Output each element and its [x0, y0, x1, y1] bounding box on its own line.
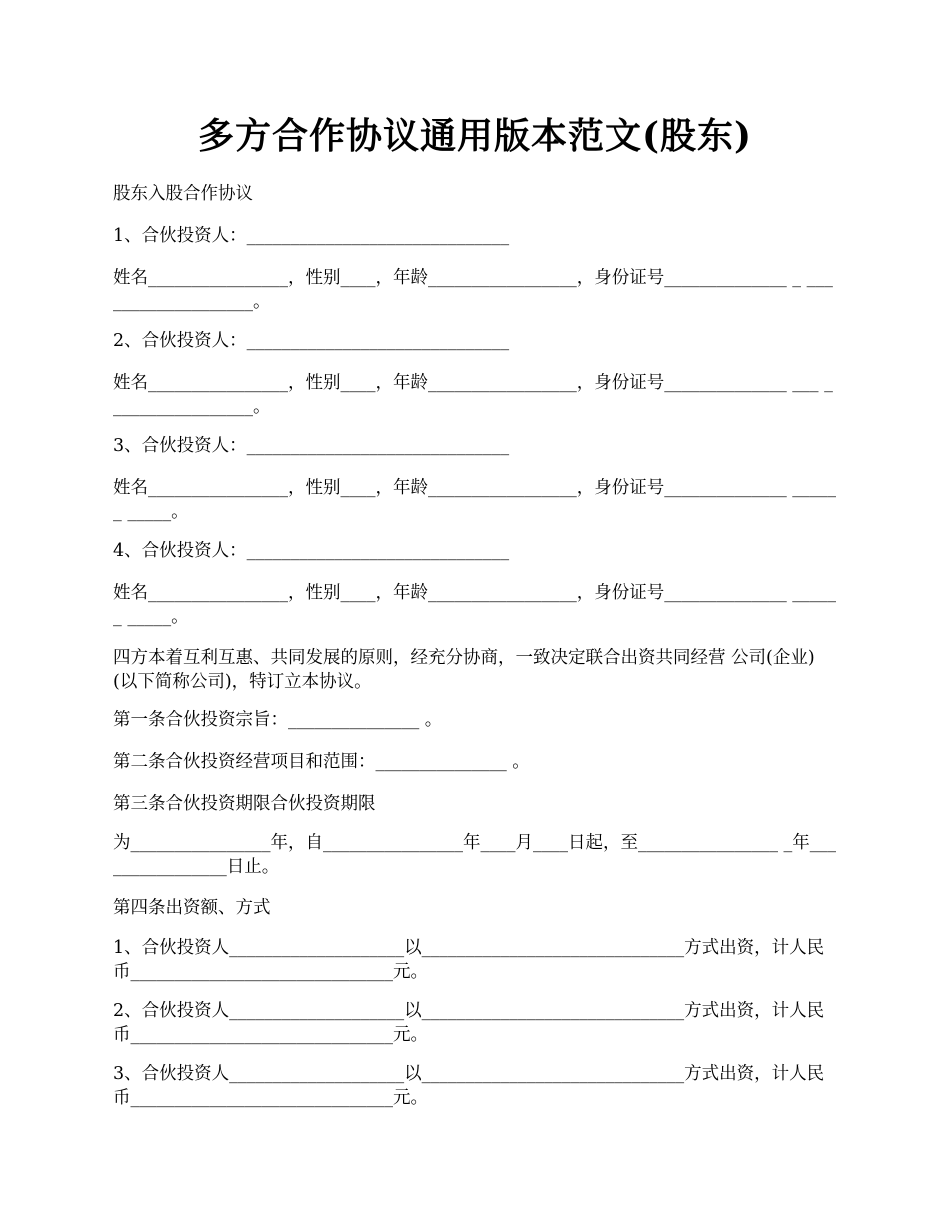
partner-3-details: 姓名________________，性别____，年龄_________________，身份证号______________ ______ _____。 — [113, 478, 837, 522]
partner-1-details: 姓名________________，性别____，年龄_________________，身份证号______________ _ ___________________。 — [113, 268, 833, 312]
contribution-1: 1、合伙投资人____________________以______________________________方式出资，计人民币______________________________元。 — [113, 938, 825, 982]
partner-4-details: 姓名________________，性别____，年龄_________________，身份证号______________ ______ _____。 — [113, 583, 837, 627]
partner-4-heading: 4、合伙投资人：______________________________ — [113, 541, 510, 561]
article-3-heading: 第三条合伙投资期限合伙投资期限 — [113, 794, 376, 814]
article-1: 第一条合伙投资宗旨：_______________ 。 — [113, 710, 443, 730]
agreement-preamble: 四方本着互利互惠、共同发展的原则，经充分协商，一致决定联合出资共同经营 公司(企业)(以下简称公司)，特订立本协议。 — [113, 648, 815, 692]
contribution-3: 3、合伙投资人____________________以______________________________方式出资，计人民币______________________________元。 — [113, 1064, 825, 1108]
agreement-subtitle: 股东入股合作协议 — [113, 184, 253, 204]
partner-2-heading: 2、合伙投资人：______________________________ — [113, 331, 510, 351]
partner-3-heading: 3、合伙投资人：______________________________ — [113, 436, 510, 456]
article-2: 第二条合伙投资经营项目和范围：_______________ 。 — [113, 752, 530, 772]
contribution-2: 2、合伙投资人____________________以______________________________方式出资，计人民币______________________________元。 — [113, 1001, 825, 1045]
article-4-heading: 第四条出资额、方式 — [113, 898, 271, 918]
partner-1-heading: 1、合伙投资人：______________________________ — [113, 226, 510, 246]
article-3-term: 为________________年，自________________年____月____日起，至________________ _年________________日止。 — [113, 833, 837, 877]
document-title: 多方合作协议通用版本范文(股东) — [197, 115, 753, 157]
partner-2-details: 姓名________________，性别____，年龄_________________，身份证号______________ ___ _________________。 — [113, 373, 833, 417]
